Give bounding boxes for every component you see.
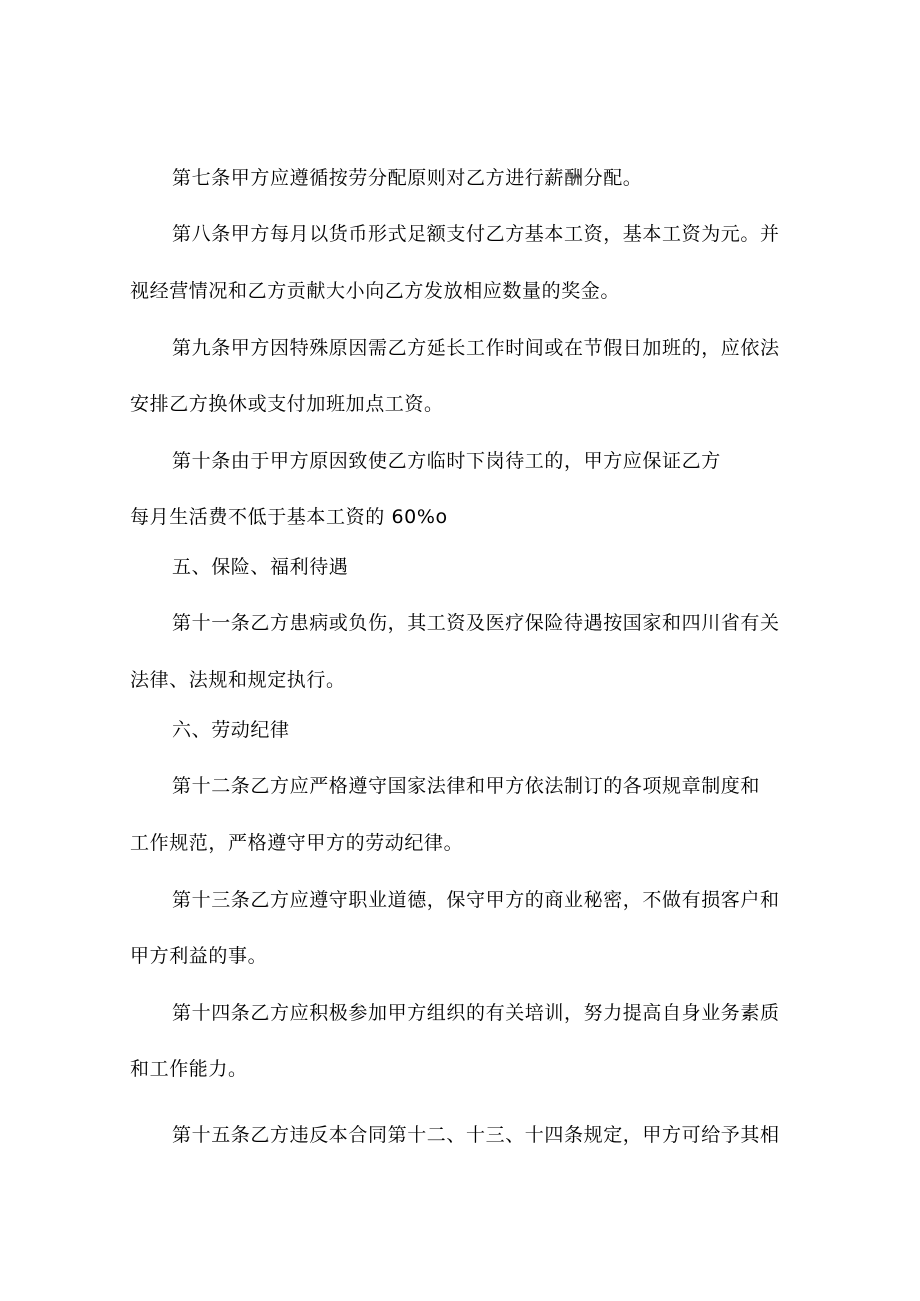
article-13-line-1: 第十三条乙方应遵守职业道德，保守甲方的商业秘密，不做有损客户和 xyxy=(172,889,780,911)
article-14-line-2: 和工作能力。 xyxy=(130,1058,248,1080)
article-11-line-2: 法律、法规和规定执行。 xyxy=(130,669,346,691)
article-8-line-2: 视经营情况和乙方贡献大小向乙方发放相应数量的奖金。 xyxy=(130,280,621,302)
article-7-line: 第七条甲方应遵循按劳分配原则对乙方进行薪酬分配。 xyxy=(172,167,643,189)
article-14-line-1: 第十四条乙方应积极参加甲方组织的有关培训，努力提高自身业务素质 xyxy=(172,1002,780,1024)
article-12-line-2: 工作规范，严格遵守甲方的劳动纪律。 xyxy=(130,832,464,854)
article-15-line-1: 第十五条乙方违反本合同第十二、十三、十四条规定，甲方可给予其相 xyxy=(172,1124,780,1146)
article-10-line-2: 每月生活费不低于基本工资的 60%o xyxy=(130,506,448,528)
article-10-line-1: 第十条由于甲方原因致使乙方临时下岗待工的，甲方应保证乙方 xyxy=(172,450,721,472)
article-9-line-2: 安排乙方换休或支付加班加点工资。 xyxy=(130,393,444,415)
section-heading-insurance: 五、保险、福利待遇 xyxy=(172,556,349,578)
article-9-line-1: 第九条甲方因特殊原因需乙方延长工作时间或在节假日加班的，应依法 xyxy=(172,337,780,359)
article-13-line-2: 甲方利益的事。 xyxy=(130,945,268,967)
article-11-line-1: 第十一条乙方患病或负伤，其工资及医疗保险待遇按国家和四川省有关 xyxy=(172,612,780,634)
section-heading-discipline: 六、劳动纪律 xyxy=(172,719,290,741)
article-12-line-1: 第十二条乙方应严格遵守国家法律和甲方依法制订的各项规章制度和 xyxy=(172,775,761,797)
article-8-line-1: 第八条甲方每月以货币形式足额支付乙方基本工资，基本工资为元。并 xyxy=(172,223,780,245)
